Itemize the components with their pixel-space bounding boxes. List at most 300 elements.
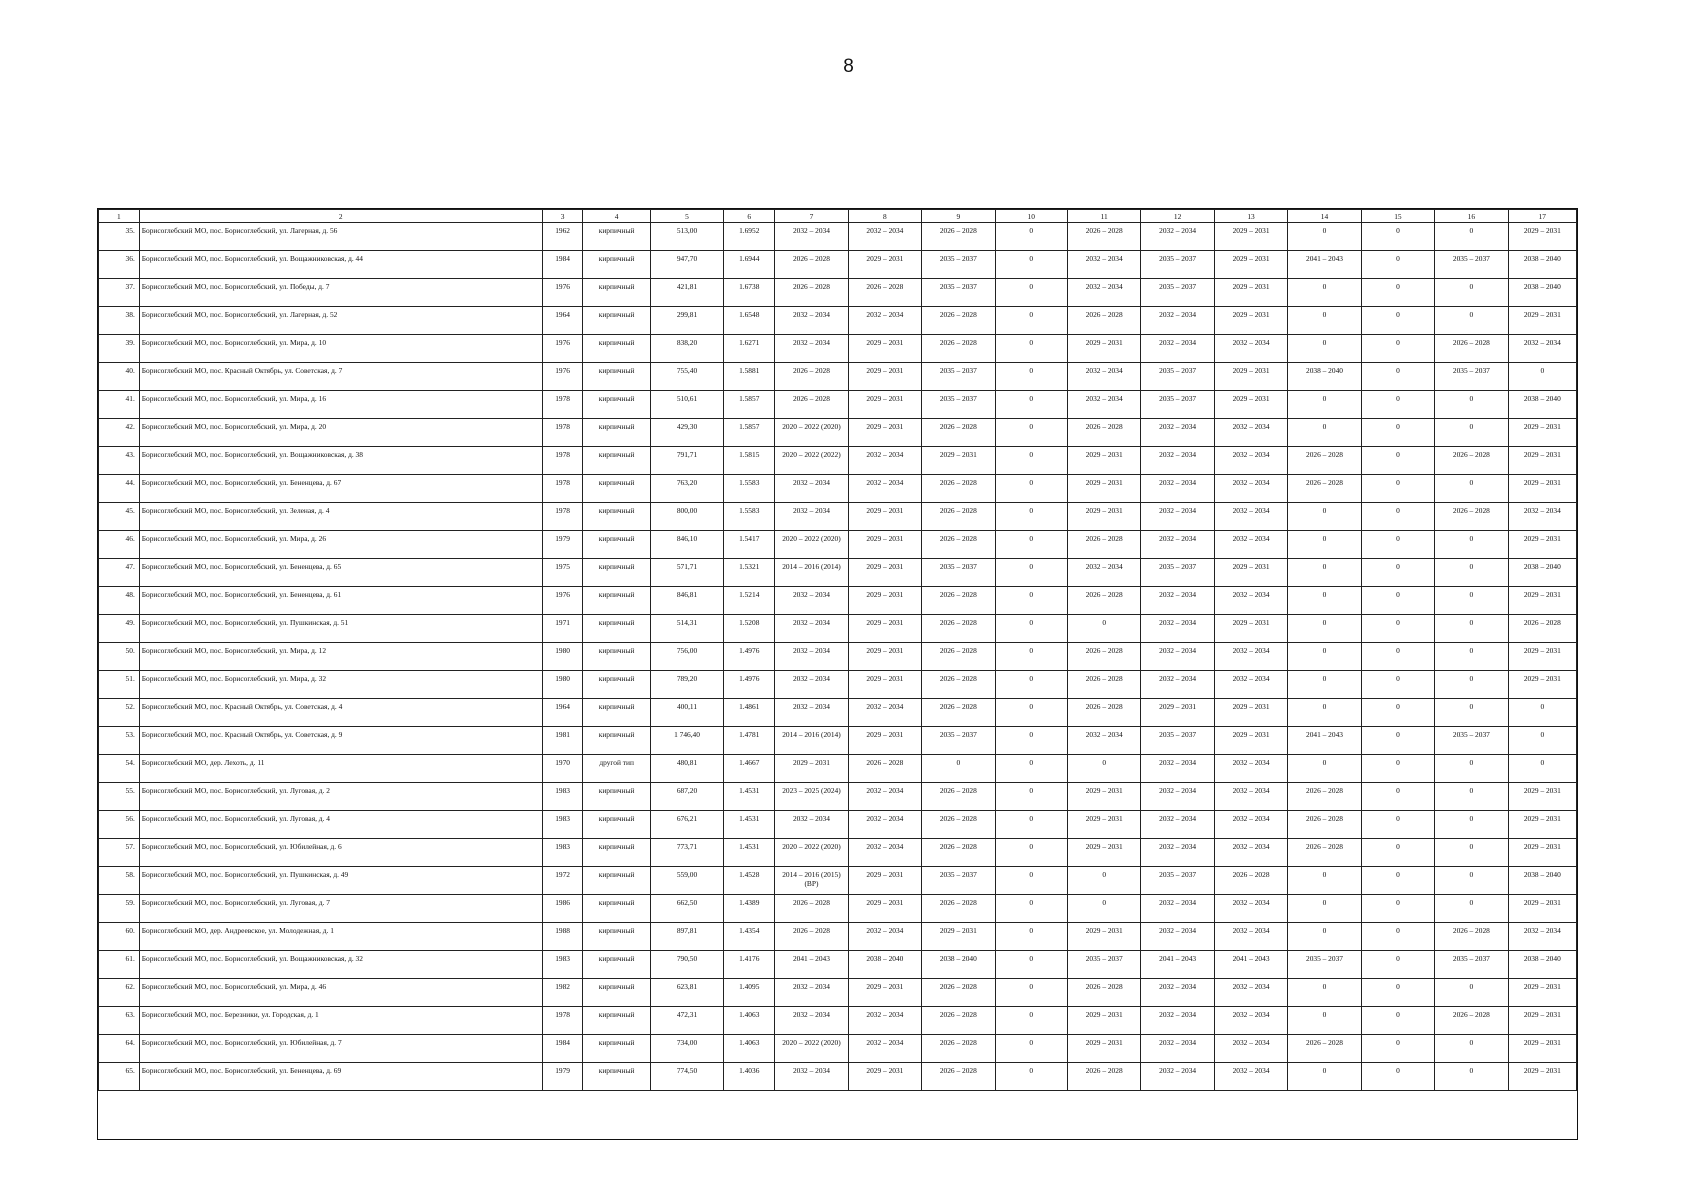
row-number: 50. <box>99 643 140 671</box>
table-cell: 2026 – 2028 <box>922 895 995 923</box>
table-cell: 1.5583 <box>724 503 775 531</box>
table-cell: 897,81 <box>650 923 723 951</box>
table-cell: 0 <box>995 895 1067 923</box>
table-cell: 2032 – 2034 <box>1214 1063 1287 1091</box>
table-cell: 790,50 <box>650 951 723 979</box>
address-cell: Борисоглебский МО, пос. Березники, ул. Городская, д. 1 <box>139 1007 542 1035</box>
table-cell: 846,10 <box>650 531 723 559</box>
table-cell: 0 <box>995 503 1067 531</box>
table-cell: 2029 – 2031 <box>848 391 921 419</box>
table-cell: 2029 – 2031 <box>1508 1063 1576 1091</box>
table-cell: 755,40 <box>650 363 723 391</box>
table-cell: 2029 – 2031 <box>848 251 921 279</box>
table-row <box>99 447 1577 475</box>
table-row <box>99 1007 1577 1035</box>
table-cell: 1.6271 <box>724 335 775 363</box>
table-cell: 0 <box>995 615 1067 643</box>
table-cell: 2032 – 2034 <box>775 979 848 1007</box>
table-cell: 2032 – 2034 <box>775 643 848 671</box>
row-number: 35. <box>99 223 140 251</box>
table-cell: 2029 – 2031 <box>848 727 921 755</box>
table-cell: 0 <box>1288 755 1361 783</box>
table-cell: 429,30 <box>650 419 723 447</box>
table-cell: 2032 – 2034 <box>1214 895 1287 923</box>
table-cell: 1.4095 <box>724 979 775 1007</box>
table-cell: 2026 – 2028 <box>1435 503 1508 531</box>
table-cell: 2035 – 2037 <box>922 391 995 419</box>
table-cell: 2026 – 2028 <box>1288 839 1361 867</box>
table-cell: 1.4531 <box>724 839 775 867</box>
table-cell: 2032 – 2034 <box>775 699 848 727</box>
table-cell: 0 <box>1288 559 1361 587</box>
table-cell: 1976 <box>542 279 583 307</box>
column-header: 10 <box>995 210 1067 223</box>
table-cell: 774,50 <box>650 1063 723 1091</box>
table-cell: 1.6952 <box>724 223 775 251</box>
table-cell: 0 <box>1288 335 1361 363</box>
table-cell: 947,70 <box>650 251 723 279</box>
table-cell: 2029 – 2031 <box>1508 979 1576 1007</box>
table-cell: 2032 – 2034 <box>1141 503 1214 531</box>
table-cell: кирпичный <box>583 727 650 755</box>
table-cell: кирпичный <box>583 475 650 503</box>
table-cell: 0 <box>995 1063 1067 1091</box>
row-number: 65. <box>99 1063 140 1091</box>
table-cell: 2032 – 2034 <box>1067 391 1140 419</box>
table-cell: 0 <box>1067 755 1140 783</box>
table-cell: 0 <box>1435 559 1508 587</box>
table-cell: 1.4354 <box>724 923 775 951</box>
table-cell: 2032 – 2034 <box>1141 979 1214 1007</box>
table-cell: 0 <box>1067 867 1140 895</box>
table-cell: 2029 – 2031 <box>1508 307 1576 335</box>
table-row <box>99 279 1577 307</box>
table-cell: 2035 – 2037 <box>1288 951 1361 979</box>
table-cell: 0 <box>1361 699 1434 727</box>
table-header <box>99 210 1577 223</box>
address-cell: Борисоглебский МО, пос. Борисоглебский, ул. Пушкинская, д. 51 <box>139 615 542 643</box>
table-cell: 1.5815 <box>724 447 775 475</box>
table-cell: 2026 – 2028 <box>922 475 995 503</box>
table-cell: 513,00 <box>650 223 723 251</box>
table-cell: 2041 – 2043 <box>775 951 848 979</box>
table-row <box>99 559 1577 587</box>
table-cell: 2020 – 2022 (2020) <box>775 1035 848 1063</box>
table-cell: 2029 – 2031 <box>1214 363 1287 391</box>
table-cell: 0 <box>1288 279 1361 307</box>
table-cell: 2032 – 2034 <box>1214 979 1287 1007</box>
table-cell: 1982 <box>542 979 583 1007</box>
table-cell: кирпичный <box>583 447 650 475</box>
table-row <box>99 1063 1577 1091</box>
table-cell: 0 <box>1435 307 1508 335</box>
table-row <box>99 531 1577 559</box>
table-cell: 0 <box>1435 979 1508 1007</box>
address-cell: Борисоглебский МО, пос. Борисоглебский, ул. Бененцева, д. 67 <box>139 475 542 503</box>
table-cell: 2026 – 2028 <box>922 839 995 867</box>
table-cell: 2032 – 2034 <box>1508 335 1576 363</box>
table-cell: 1980 <box>542 643 583 671</box>
row-number: 43. <box>99 447 140 475</box>
table-cell: 2032 – 2034 <box>1141 895 1214 923</box>
table-cell: 2035 – 2037 <box>1141 251 1214 279</box>
table-cell: 0 <box>995 531 1067 559</box>
table-cell: 2029 – 2031 <box>848 643 921 671</box>
table-cell: 2032 – 2034 <box>775 335 848 363</box>
row-number: 63. <box>99 1007 140 1035</box>
table-cell: 0 <box>995 1035 1067 1063</box>
table-cell: 2029 – 2031 <box>1508 447 1576 475</box>
table-cell: 2032 – 2034 <box>1141 643 1214 671</box>
table-cell: 2032 – 2034 <box>1214 783 1287 811</box>
table-cell: кирпичный <box>583 671 650 699</box>
table-cell: 2032 – 2034 <box>1141 811 1214 839</box>
table-cell: 2032 – 2034 <box>1214 447 1287 475</box>
table-cell: 2032 – 2034 <box>1141 335 1214 363</box>
table-cell: 2035 – 2037 <box>1141 391 1214 419</box>
table-cell: 2029 – 2031 <box>1508 671 1576 699</box>
address-cell: Борисоглебский МО, пос. Красный Октябрь, ул. Советская, д. 7 <box>139 363 542 391</box>
table-cell: 2032 – 2034 <box>1141 671 1214 699</box>
row-number: 52. <box>99 699 140 727</box>
table-cell: 2032 – 2034 <box>1067 251 1140 279</box>
table-cell: 0 <box>995 363 1067 391</box>
table-cell: 2032 – 2034 <box>775 811 848 839</box>
table-row <box>99 923 1577 951</box>
column-header: 7 <box>775 210 848 223</box>
table-cell: 2029 – 2031 <box>1214 559 1287 587</box>
table-cell: 0 <box>1361 727 1434 755</box>
table-cell: 2029 – 2031 <box>1067 783 1140 811</box>
table-cell: 2026 – 2028 <box>1067 979 1140 1007</box>
table-cell: 1984 <box>542 251 583 279</box>
table-cell: 2026 – 2028 <box>775 923 848 951</box>
table-cell: 1971 <box>542 615 583 643</box>
table-row <box>99 727 1577 755</box>
table-cell: 789,20 <box>650 671 723 699</box>
table-cell: 2020 – 2022 (2020) <box>775 839 848 867</box>
table-cell: 1.4781 <box>724 727 775 755</box>
row-number: 48. <box>99 587 140 615</box>
table-cell: 2029 – 2031 <box>1214 223 1287 251</box>
table-cell: 662,50 <box>650 895 723 923</box>
table-cell: 0 <box>1508 727 1576 755</box>
address-cell: Борисоглебский МО, пос. Красный Октябрь, ул. Советская, д. 9 <box>139 727 542 755</box>
address-cell: Борисоглебский МО, пос. Борисоглебский, ул. Мира, д. 32 <box>139 671 542 699</box>
address-cell: Борисоглебский МО, пос. Борисоглебский, ул. Вощажниковская, д. 38 <box>139 447 542 475</box>
table-cell: 0 <box>1361 811 1434 839</box>
table-cell: 1.4528 <box>724 867 775 895</box>
table-cell: 2032 – 2034 <box>848 223 921 251</box>
address-cell: Борисоглебский МО, пос. Борисоглебский, ул. Победы, д. 7 <box>139 279 542 307</box>
table-cell: 1983 <box>542 783 583 811</box>
table-row <box>99 839 1577 867</box>
table-cell: 2026 – 2028 <box>922 979 995 1007</box>
table-cell: 0 <box>995 335 1067 363</box>
table-cell: другой тип <box>583 755 650 783</box>
table-cell: 2026 – 2028 <box>1435 1007 1508 1035</box>
row-number: 55. <box>99 783 140 811</box>
table-cell: 2029 – 2031 <box>848 503 921 531</box>
table-cell: 2029 – 2031 <box>1141 699 1214 727</box>
table-cell: 0 <box>1361 587 1434 615</box>
address-cell: Борисоглебский МО, пос. Борисоглебский, ул. Вощажниковская, д. 32 <box>139 951 542 979</box>
table-cell: 0 <box>995 1007 1067 1035</box>
table-cell: 2032 – 2034 <box>1508 923 1576 951</box>
table-cell: 1979 <box>542 531 583 559</box>
table-cell: 0 <box>1435 223 1508 251</box>
table-cell: 0 <box>1361 531 1434 559</box>
table-cell: 299,81 <box>650 307 723 335</box>
table-cell: 1986 <box>542 895 583 923</box>
table-cell: кирпичный <box>583 867 650 895</box>
table-cell: 1.5857 <box>724 391 775 419</box>
table-cell: 2032 – 2034 <box>775 307 848 335</box>
table-row <box>99 615 1577 643</box>
table-cell: 2029 – 2031 <box>1508 1035 1576 1063</box>
table-cell: 2035 – 2037 <box>1141 363 1214 391</box>
table-cell: 0 <box>1361 279 1434 307</box>
table-row <box>99 503 1577 531</box>
table-cell: 2038 – 2040 <box>1508 391 1576 419</box>
table-cell: 2032 – 2034 <box>1214 335 1287 363</box>
row-number: 42. <box>99 419 140 447</box>
table-cell: 838,20 <box>650 335 723 363</box>
table-cell: 2032 – 2034 <box>1214 839 1287 867</box>
table-cell: 2029 – 2031 <box>1214 699 1287 727</box>
table-cell: кирпичный <box>583 699 650 727</box>
table-cell: 2032 – 2034 <box>1067 727 1140 755</box>
table-cell: 2029 – 2031 <box>848 363 921 391</box>
table-cell: 0 <box>1361 979 1434 1007</box>
table-cell: 1976 <box>542 335 583 363</box>
table-row <box>99 363 1577 391</box>
table-cell: 0 <box>1435 391 1508 419</box>
table-cell: 2032 – 2034 <box>775 503 848 531</box>
table-cell: 2035 – 2037 <box>922 867 995 895</box>
table-cell: 0 <box>1288 1007 1361 1035</box>
table-row <box>99 251 1577 279</box>
table-cell: 846,81 <box>650 587 723 615</box>
table-cell: 2020 – 2022 (2022) <box>775 447 848 475</box>
table-cell: 756,00 <box>650 643 723 671</box>
address-cell: Борисоглебский МО, пос. Борисоглебский, ул. Мира, д. 26 <box>139 531 542 559</box>
table-cell: 2032 – 2034 <box>848 811 921 839</box>
table-cell: 2032 – 2034 <box>1141 615 1214 643</box>
table-cell: 2035 – 2037 <box>922 559 995 587</box>
table-row <box>99 1035 1577 1063</box>
table-row <box>99 475 1577 503</box>
table-cell: 0 <box>1361 1063 1434 1091</box>
table-cell: 0 <box>1288 503 1361 531</box>
table-cell: 0 <box>1435 1063 1508 1091</box>
table-cell: 1.4861 <box>724 699 775 727</box>
table-cell: 2032 – 2034 <box>848 923 921 951</box>
table-cell: 1.5583 <box>724 475 775 503</box>
table-cell: 0 <box>1361 783 1434 811</box>
table-cell: 2029 – 2031 <box>1214 615 1287 643</box>
table-cell: 2038 – 2040 <box>1508 251 1576 279</box>
table-row <box>99 867 1577 895</box>
table-cell: 1.5417 <box>724 531 775 559</box>
table-row <box>99 811 1577 839</box>
table-cell: 2026 – 2028 <box>922 307 995 335</box>
table-cell: 2035 – 2037 <box>922 363 995 391</box>
table-cell: 571,71 <box>650 559 723 587</box>
address-cell: Борисоглебский МО, пос. Борисоглебский, ул. Пушкинская, д. 49 <box>139 867 542 895</box>
table-cell: 1962 <box>542 223 583 251</box>
table-cell: 2032 – 2034 <box>1141 587 1214 615</box>
row-number: 46. <box>99 531 140 559</box>
table-cell: 2032 – 2034 <box>1141 419 1214 447</box>
table-cell: 0 <box>1288 895 1361 923</box>
row-number: 61. <box>99 951 140 979</box>
table-cell: 0 <box>1435 1035 1508 1063</box>
table-cell: кирпичный <box>583 783 650 811</box>
address-cell: Борисоглебский МО, пос. Борисоглебский, ул. Мира, д. 46 <box>139 979 542 1007</box>
table-cell: 2026 – 2028 <box>1435 923 1508 951</box>
table-cell: 0 <box>1361 671 1434 699</box>
table-cell: 1976 <box>542 363 583 391</box>
table-cell: 1.6548 <box>724 307 775 335</box>
table-cell: 2026 – 2028 <box>1288 475 1361 503</box>
table-cell: 2032 – 2034 <box>1214 587 1287 615</box>
table-cell: 2029 – 2031 <box>848 615 921 643</box>
table-cell: 2029 – 2031 <box>1508 895 1576 923</box>
table-cell: 2029 – 2031 <box>848 419 921 447</box>
table-cell: 0 <box>1435 643 1508 671</box>
table-cell: 1984 <box>542 1035 583 1063</box>
table-row <box>99 223 1577 251</box>
table-cell: 0 <box>1288 223 1361 251</box>
column-header: 17 <box>1508 210 1576 223</box>
row-number: 58. <box>99 867 140 895</box>
table-cell: 2032 – 2034 <box>1214 671 1287 699</box>
row-number: 49. <box>99 615 140 643</box>
table-cell: 2029 – 2031 <box>1508 839 1576 867</box>
table-cell: 0 <box>1508 363 1576 391</box>
table-cell: 1.6738 <box>724 279 775 307</box>
table-cell: 0 <box>995 279 1067 307</box>
table-cell: кирпичный <box>583 811 650 839</box>
table-cell: 2026 – 2028 <box>922 783 995 811</box>
table-cell: 2029 – 2031 <box>1508 811 1576 839</box>
column-header: 15 <box>1361 210 1434 223</box>
table-cell: 2026 – 2028 <box>1067 223 1140 251</box>
table-cell: 2026 – 2028 <box>922 671 995 699</box>
table-cell: 2029 – 2031 <box>1214 279 1287 307</box>
table-cell: 0 <box>995 979 1067 1007</box>
address-cell: Борисоглебский МО, пос. Борисоглебский, ул. Мира, д. 20 <box>139 419 542 447</box>
address-cell: Борисоглебский МО, пос. Борисоглебский, ул. Лагерная, д. 52 <box>139 307 542 335</box>
table-cell: кирпичный <box>583 1063 650 1091</box>
table-cell: 2029 – 2031 <box>775 755 848 783</box>
table-cell: 2038 – 2040 <box>1508 559 1576 587</box>
table-cell: 2029 – 2031 <box>1214 391 1287 419</box>
address-cell: Борисоглебский МО, дер. Лехоть, д. 11 <box>139 755 542 783</box>
address-cell: Борисоглебский МО, пос. Борисоглебский, ул. Бененцева, д. 65 <box>139 559 542 587</box>
table-cell: 2029 – 2031 <box>1508 783 1576 811</box>
table-cell: 0 <box>1508 755 1576 783</box>
page-number: 8 <box>843 56 854 77</box>
row-number: 60. <box>99 923 140 951</box>
table-cell: 1978 <box>542 1007 583 1035</box>
table-cell: 2032 – 2034 <box>848 839 921 867</box>
table-cell: 2029 – 2031 <box>848 559 921 587</box>
table-cell: 2026 – 2028 <box>1435 335 1508 363</box>
table-cell: 0 <box>1435 587 1508 615</box>
row-number: 45. <box>99 503 140 531</box>
table-cell: 2032 – 2034 <box>1214 531 1287 559</box>
address-cell: Борисоглебский МО, пос. Борисоглебский, ул. Мира, д. 10 <box>139 335 542 363</box>
table-cell: 1.5321 <box>724 559 775 587</box>
table-cell: 2029 – 2031 <box>1214 307 1287 335</box>
table-cell: 1979 <box>542 1063 583 1091</box>
column-header: 3 <box>542 210 583 223</box>
table-cell: 0 <box>1435 475 1508 503</box>
table-cell: 2026 – 2028 <box>848 755 921 783</box>
table-cell: 2032 – 2034 <box>1141 839 1214 867</box>
table-cell: 2026 – 2028 <box>1067 643 1140 671</box>
address-cell: Борисоглебский МО, пос. Борисоглебский, ул. Вощажниковская, д. 44 <box>139 251 542 279</box>
row-number: 57. <box>99 839 140 867</box>
table-cell: 1.4036 <box>724 1063 775 1091</box>
table-cell: 2026 – 2028 <box>922 419 995 447</box>
table-cell: 2035 – 2037 <box>1067 951 1140 979</box>
table-cell: 1.4976 <box>724 643 775 671</box>
table-cell: 1976 <box>542 587 583 615</box>
table-cell: 1978 <box>542 419 583 447</box>
table-cell: 2026 – 2028 <box>775 363 848 391</box>
table-row <box>99 391 1577 419</box>
table-cell: 1980 <box>542 671 583 699</box>
column-header: 2 <box>139 210 542 223</box>
table-cell: 1.4976 <box>724 671 775 699</box>
address-cell: Борисоглебский МО, пос. Борисоглебский, ул. Мира, д. 16 <box>139 391 542 419</box>
table-cell: 0 <box>1361 1007 1434 1035</box>
table-cell: 800,00 <box>650 503 723 531</box>
table-cell: 2035 – 2037 <box>1435 727 1508 755</box>
table-row <box>99 895 1577 923</box>
table-cell: 2029 – 2031 <box>848 895 921 923</box>
address-cell: Борисоглебский МО, пос. Борисоглебский, ул. Зеленая, д. 4 <box>139 503 542 531</box>
table-cell: 514,31 <box>650 615 723 643</box>
table-cell: 2032 – 2034 <box>1141 307 1214 335</box>
table-cell: 2041 – 2043 <box>1288 251 1361 279</box>
table-cell: 0 <box>1067 615 1140 643</box>
table-cell: 0 <box>1435 419 1508 447</box>
table-cell: 2026 – 2028 <box>1214 867 1287 895</box>
table-cell: 2029 – 2031 <box>1508 587 1576 615</box>
row-number: 64. <box>99 1035 140 1063</box>
column-header: 12 <box>1141 210 1214 223</box>
table-cell: 0 <box>995 671 1067 699</box>
row-number: 44. <box>99 475 140 503</box>
table-cell: 0 <box>995 643 1067 671</box>
table-row <box>99 643 1577 671</box>
table-cell: 1983 <box>542 839 583 867</box>
table-cell: 1978 <box>542 391 583 419</box>
table-cell: 2029 – 2031 <box>848 587 921 615</box>
table-cell: 2029 – 2031 <box>1067 335 1140 363</box>
table-cell: 2032 – 2034 <box>775 615 848 643</box>
table-cell: 2032 – 2034 <box>1508 503 1576 531</box>
table-cell: 1964 <box>542 699 583 727</box>
table-cell: 0 <box>1361 391 1434 419</box>
table-cell: 2041 – 2043 <box>1214 951 1287 979</box>
table-cell: 480,81 <box>650 755 723 783</box>
table-cell: кирпичный <box>583 895 650 923</box>
